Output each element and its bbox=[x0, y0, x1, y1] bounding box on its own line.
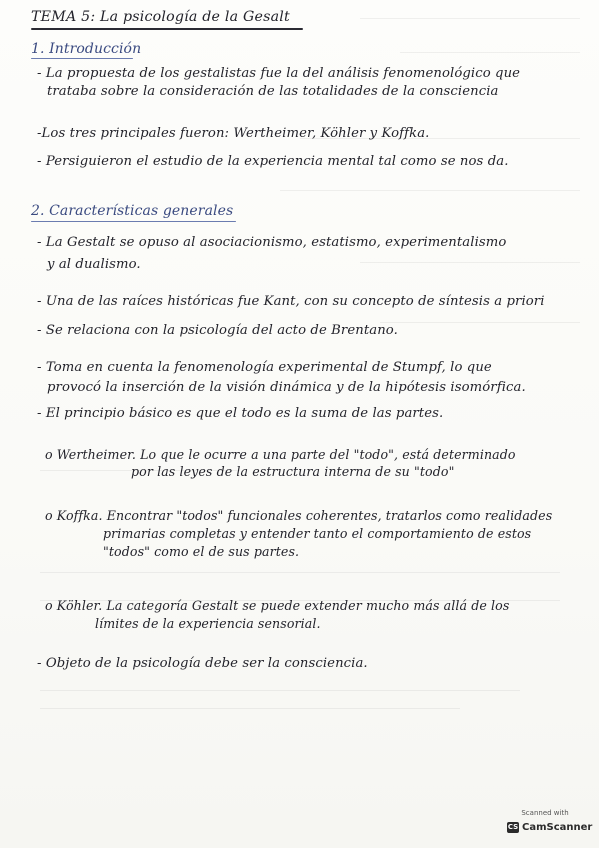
note-line: - La propuesta de los gestalistas fue la del análisis fenomenológico que bbox=[37, 66, 521, 81]
note-line: - Persiguieron el estudio de la experiencia mental tal como se nos da. bbox=[37, 154, 509, 169]
heading-underline bbox=[31, 221, 236, 222]
note-line: - Objeto de la psicología debe ser la consciencia. bbox=[37, 656, 368, 671]
note-line: - Se relaciona con la psicología del acto de Brentano. bbox=[37, 323, 398, 338]
section-heading-introduccion: 1. Introducción bbox=[31, 41, 142, 57]
note-line: - Una de las raíces históricas fue Kant, con su concepto de síntesis a priori bbox=[37, 294, 545, 309]
camscanner-name: CamScanner bbox=[522, 822, 593, 833]
note-line: - Toma en cuenta la fenomenología experimental de Stumpf, lo que bbox=[37, 360, 492, 375]
note-line: - La Gestalt se opuso al asociacionismo, estatismo, experimentalismo bbox=[37, 235, 507, 250]
camscanner-logo bbox=[504, 821, 593, 835]
sub-note-line: primarias completas y entender tanto el comportamiento de estos bbox=[103, 526, 532, 541]
note-line: y al dualismo. bbox=[47, 257, 141, 272]
note-line: - El principio básico es que el todo es la suma de las partes. bbox=[37, 406, 444, 421]
sub-note-line: límites de la experiencia sensorial. bbox=[95, 616, 321, 631]
page-title: TEMA 5: La psicología de la Gesalt bbox=[31, 9, 290, 25]
sub-note-line: "todos" como el de sus partes. bbox=[103, 544, 300, 559]
sub-note-line: o Koffka. Encontrar "todos" funcionales coherentes, tratarlos como realidades bbox=[45, 508, 553, 523]
camscanner-icon: CS bbox=[507, 823, 519, 831]
section-heading-caracteristicas: 2. Características generales bbox=[31, 203, 234, 219]
note-line: provocó la inserción de la visión dinámica y de la hipótesis isomórfica. bbox=[47, 380, 526, 395]
heading-underline bbox=[31, 58, 133, 59]
title-underline bbox=[31, 28, 303, 30]
camscanner-badge bbox=[504, 809, 593, 838]
sub-note-line: o Köhler. La categoría Gestalt se puede extender mucho más allá de los bbox=[45, 598, 510, 613]
note-line: trataba sobre la consideración de las totalidades de la consciencia bbox=[47, 84, 499, 99]
note-line: -Los tres principales fueron: Wertheimer, Köhler y Koffka. bbox=[37, 126, 430, 141]
sub-note-line: por las leyes de la estructura interna de su "todo" bbox=[131, 464, 455, 479]
sub-note-line: o Wertheimer. Lo que le ocurre a una parte del "todo", está determinado bbox=[45, 447, 516, 462]
scanned-with-label: Scanned with bbox=[521, 809, 569, 817]
